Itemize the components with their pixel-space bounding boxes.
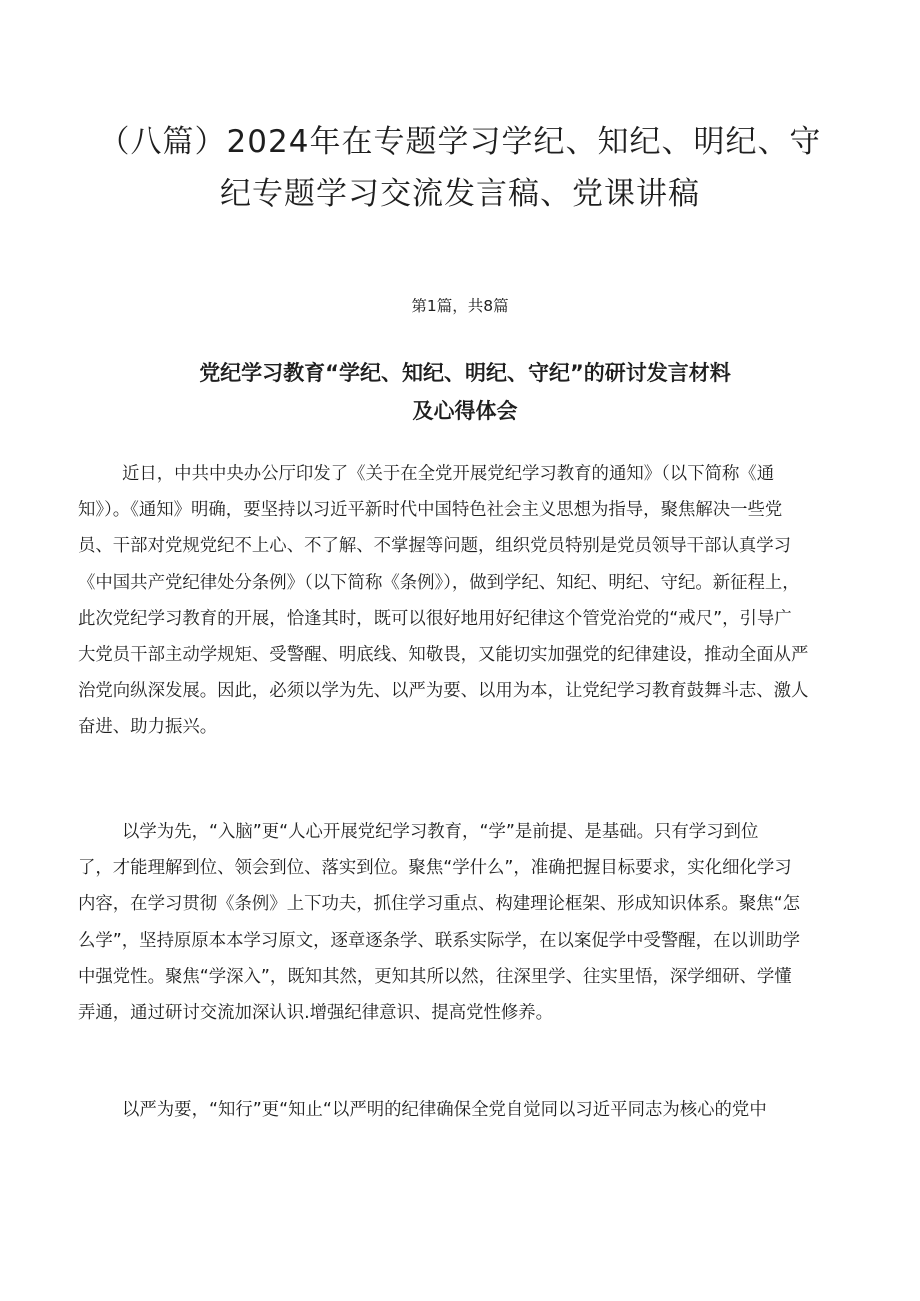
part-indicator: 第1篇，共8篇 — [411, 297, 509, 315]
paragraph-line: 了，才能理解到位、领会到位、落实到位。聚焦“学什么”，准确把握目标要求，实化细化学习 — [78, 858, 792, 879]
paragraph-line: 治党向纵深发展。因此，必须以学为先、以严为要、以用为本，让党纪学习教育鼓舞斗志、激人 — [78, 681, 809, 702]
paragraph-line: 《中国共产党纪律处分条例》（以下简称《条例》），做到学纪、知纪、明纪、守纪。新征程上， — [78, 572, 800, 593]
document-title-line: （八篇）2024年在专题学习学纪、知纪、明纪、守 — [98, 124, 822, 160]
document-title-line: 纪专题学习交流发言稿、党课讲稿 — [220, 176, 700, 212]
paragraph-line: 知》）。《通知》明确，要坚持以习近平新时代中国特色社会主义思想为指导，聚焦解决一些党 — [78, 500, 783, 521]
section-heading-line: 党纪学习教育“学纪、知纪、明纪、守纪”的研讨发言材料 — [199, 361, 731, 385]
paragraph-line: 近日，中共中央办公厅印发了《关于在全党开展党纪学习教育的通知》（以下简称《通 — [122, 464, 775, 484]
paragraph-line: 此次党纪学习教育的开展，恰逢其时，既可以很好地用好纪律这个管党治党的“戒尺”，引导广 — [78, 608, 792, 629]
body-paragraph-2 — [78, 814, 854, 1031]
body-paragraph-1 — [78, 456, 854, 746]
paragraph-line: 以学为先，“入脑”更“人心开展党纪学习教育，“学”是前提、是基础。只有学习到位 — [122, 822, 759, 842]
paragraph-line: 奋进、助力振兴。 — [78, 717, 218, 738]
body-paragraph-3 — [78, 1092, 854, 1128]
paragraph-line: 以严为要，“知行”更“知止“以严明的纪律确保全党自觉同以习近平同志为核心的党中 — [122, 1100, 767, 1120]
paragraph-line: 员、干部对党规党纪不上心、不了解、不掌握等问题，组织党员特别是党员领导干部认真学习 — [78, 536, 792, 557]
paragraph-line: 内容，在学习贯彻《条例》上下功夫，抓住学习重点、构建理论框架、形成知识体系。聚焦“怎 — [78, 894, 801, 915]
section-heading-line: 及心得体会 — [412, 399, 518, 423]
paragraph-line: 中强党性。聚焦“学深入”，既知其然，更知其所以然，往深里学、往实里悟，深学细研、学懂 — [78, 966, 792, 987]
document-title — [96, 116, 824, 220]
section-heading — [120, 354, 810, 430]
paragraph-line: 弄通，通过研讨交流加深认识.增强纪律意识、提高党性修养。 — [78, 1003, 554, 1024]
paragraph-line: 大党员干部主动学规矩、受警醒、明底线、知敬畏，又能切实加强党的纪律建设，推动全面从严 — [78, 645, 809, 666]
paragraph-line: 么学”，坚持原原本本学习原文，逐章逐条学、联系实际学，在以案促学中受警醒，在以训助学 — [78, 930, 801, 951]
